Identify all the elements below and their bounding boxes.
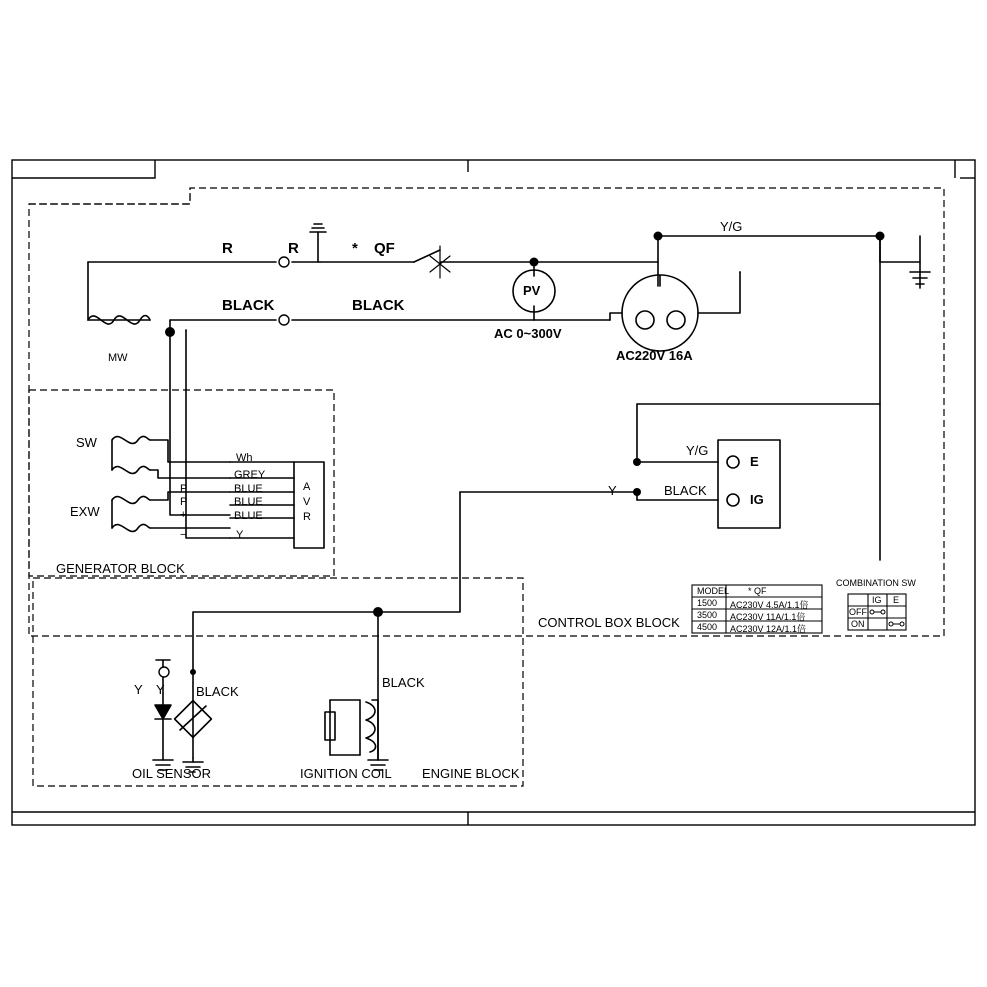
wire-label-p1: P: [180, 483, 188, 495]
oil-sensor-label: OIL SENSOR: [132, 766, 211, 781]
wire-label-wh: Wh: [236, 452, 253, 464]
spec-row-model-0: 1500: [697, 598, 718, 608]
qf-label: QF: [374, 240, 395, 257]
ignition-coil-label: IGNITION COIL: [300, 766, 392, 781]
spec-header-qf: * QF: [748, 586, 767, 596]
terminal-ig-label: IG: [750, 492, 764, 507]
spec-header-model: MODEL: [697, 586, 730, 596]
wire-label-minus: −: [180, 529, 187, 541]
wire-label-black-mid: BLACK: [352, 297, 405, 314]
qf-star: *: [352, 240, 358, 257]
combination-sw-header-e: E: [893, 595, 900, 605]
spec-row-qf-1: AC230V 11A/1.1倍: [730, 612, 806, 622]
wire-label-y-oil2: Y: [156, 682, 165, 697]
wire-label-black-left: BLACK: [222, 297, 275, 314]
pv-range-label: AC 0~300V: [494, 326, 562, 341]
wire-label-grey: GREY: [234, 469, 266, 481]
exw-label: EXW: [70, 504, 100, 519]
avr-letter-r: R: [303, 511, 311, 523]
wire-label-black-oil: BLACK: [196, 684, 239, 699]
wire-label-yg-top: Y/G: [720, 219, 743, 234]
wire-label-black-ig: BLACK: [664, 483, 707, 498]
wire-label-yg-mid: Y/G: [686, 443, 709, 458]
combination-sw-title: COMBINATION SW: [836, 578, 916, 588]
combination-sw-row-off: OFF: [849, 607, 867, 617]
wire-label-blue1: BLUE: [234, 483, 263, 495]
wire-label-plus: +: [180, 509, 187, 521]
generator-block-label: GENERATOR BLOCK: [56, 561, 185, 576]
terminal-e-label: E: [750, 454, 759, 469]
wire-label-r1: R: [222, 240, 233, 257]
spec-row-qf-2: AC230V 12A/1.1倍: [730, 624, 807, 634]
wire-label-p2: P: [180, 496, 188, 508]
sw-label: SW: [76, 435, 97, 450]
socket-label: AC220V 16A: [616, 348, 693, 363]
wire-label-blue3: BLUE: [234, 510, 263, 522]
combination-sw-header-ig: IG: [872, 595, 882, 605]
mw-label: MW: [108, 352, 128, 364]
avr-letter-v: V: [303, 496, 311, 508]
wire-label-black-ign: BLACK: [382, 675, 425, 690]
wire-label-r2: R: [288, 240, 299, 257]
combination-sw-row-on: ON: [851, 619, 865, 629]
pv-meter-label: PV: [523, 283, 541, 298]
wire-label-y-avr: Y: [236, 529, 244, 541]
wire-label-y-oil1: Y: [134, 682, 143, 697]
control-box-block-label: CONTROL BOX BLOCK: [538, 615, 680, 630]
wire-label-y-mid: Y: [608, 483, 617, 498]
spec-row-model-1: 3500: [697, 610, 718, 620]
spec-row-model-2: 4500: [697, 622, 718, 632]
spec-row-qf-0: AC230V 4.5A/1.1倍: [730, 600, 809, 610]
engine-block-label: ENGINE BLOCK: [422, 766, 520, 781]
avr-letter-a: A: [303, 481, 311, 493]
wire-label-blue2: BLUE: [234, 496, 263, 508]
